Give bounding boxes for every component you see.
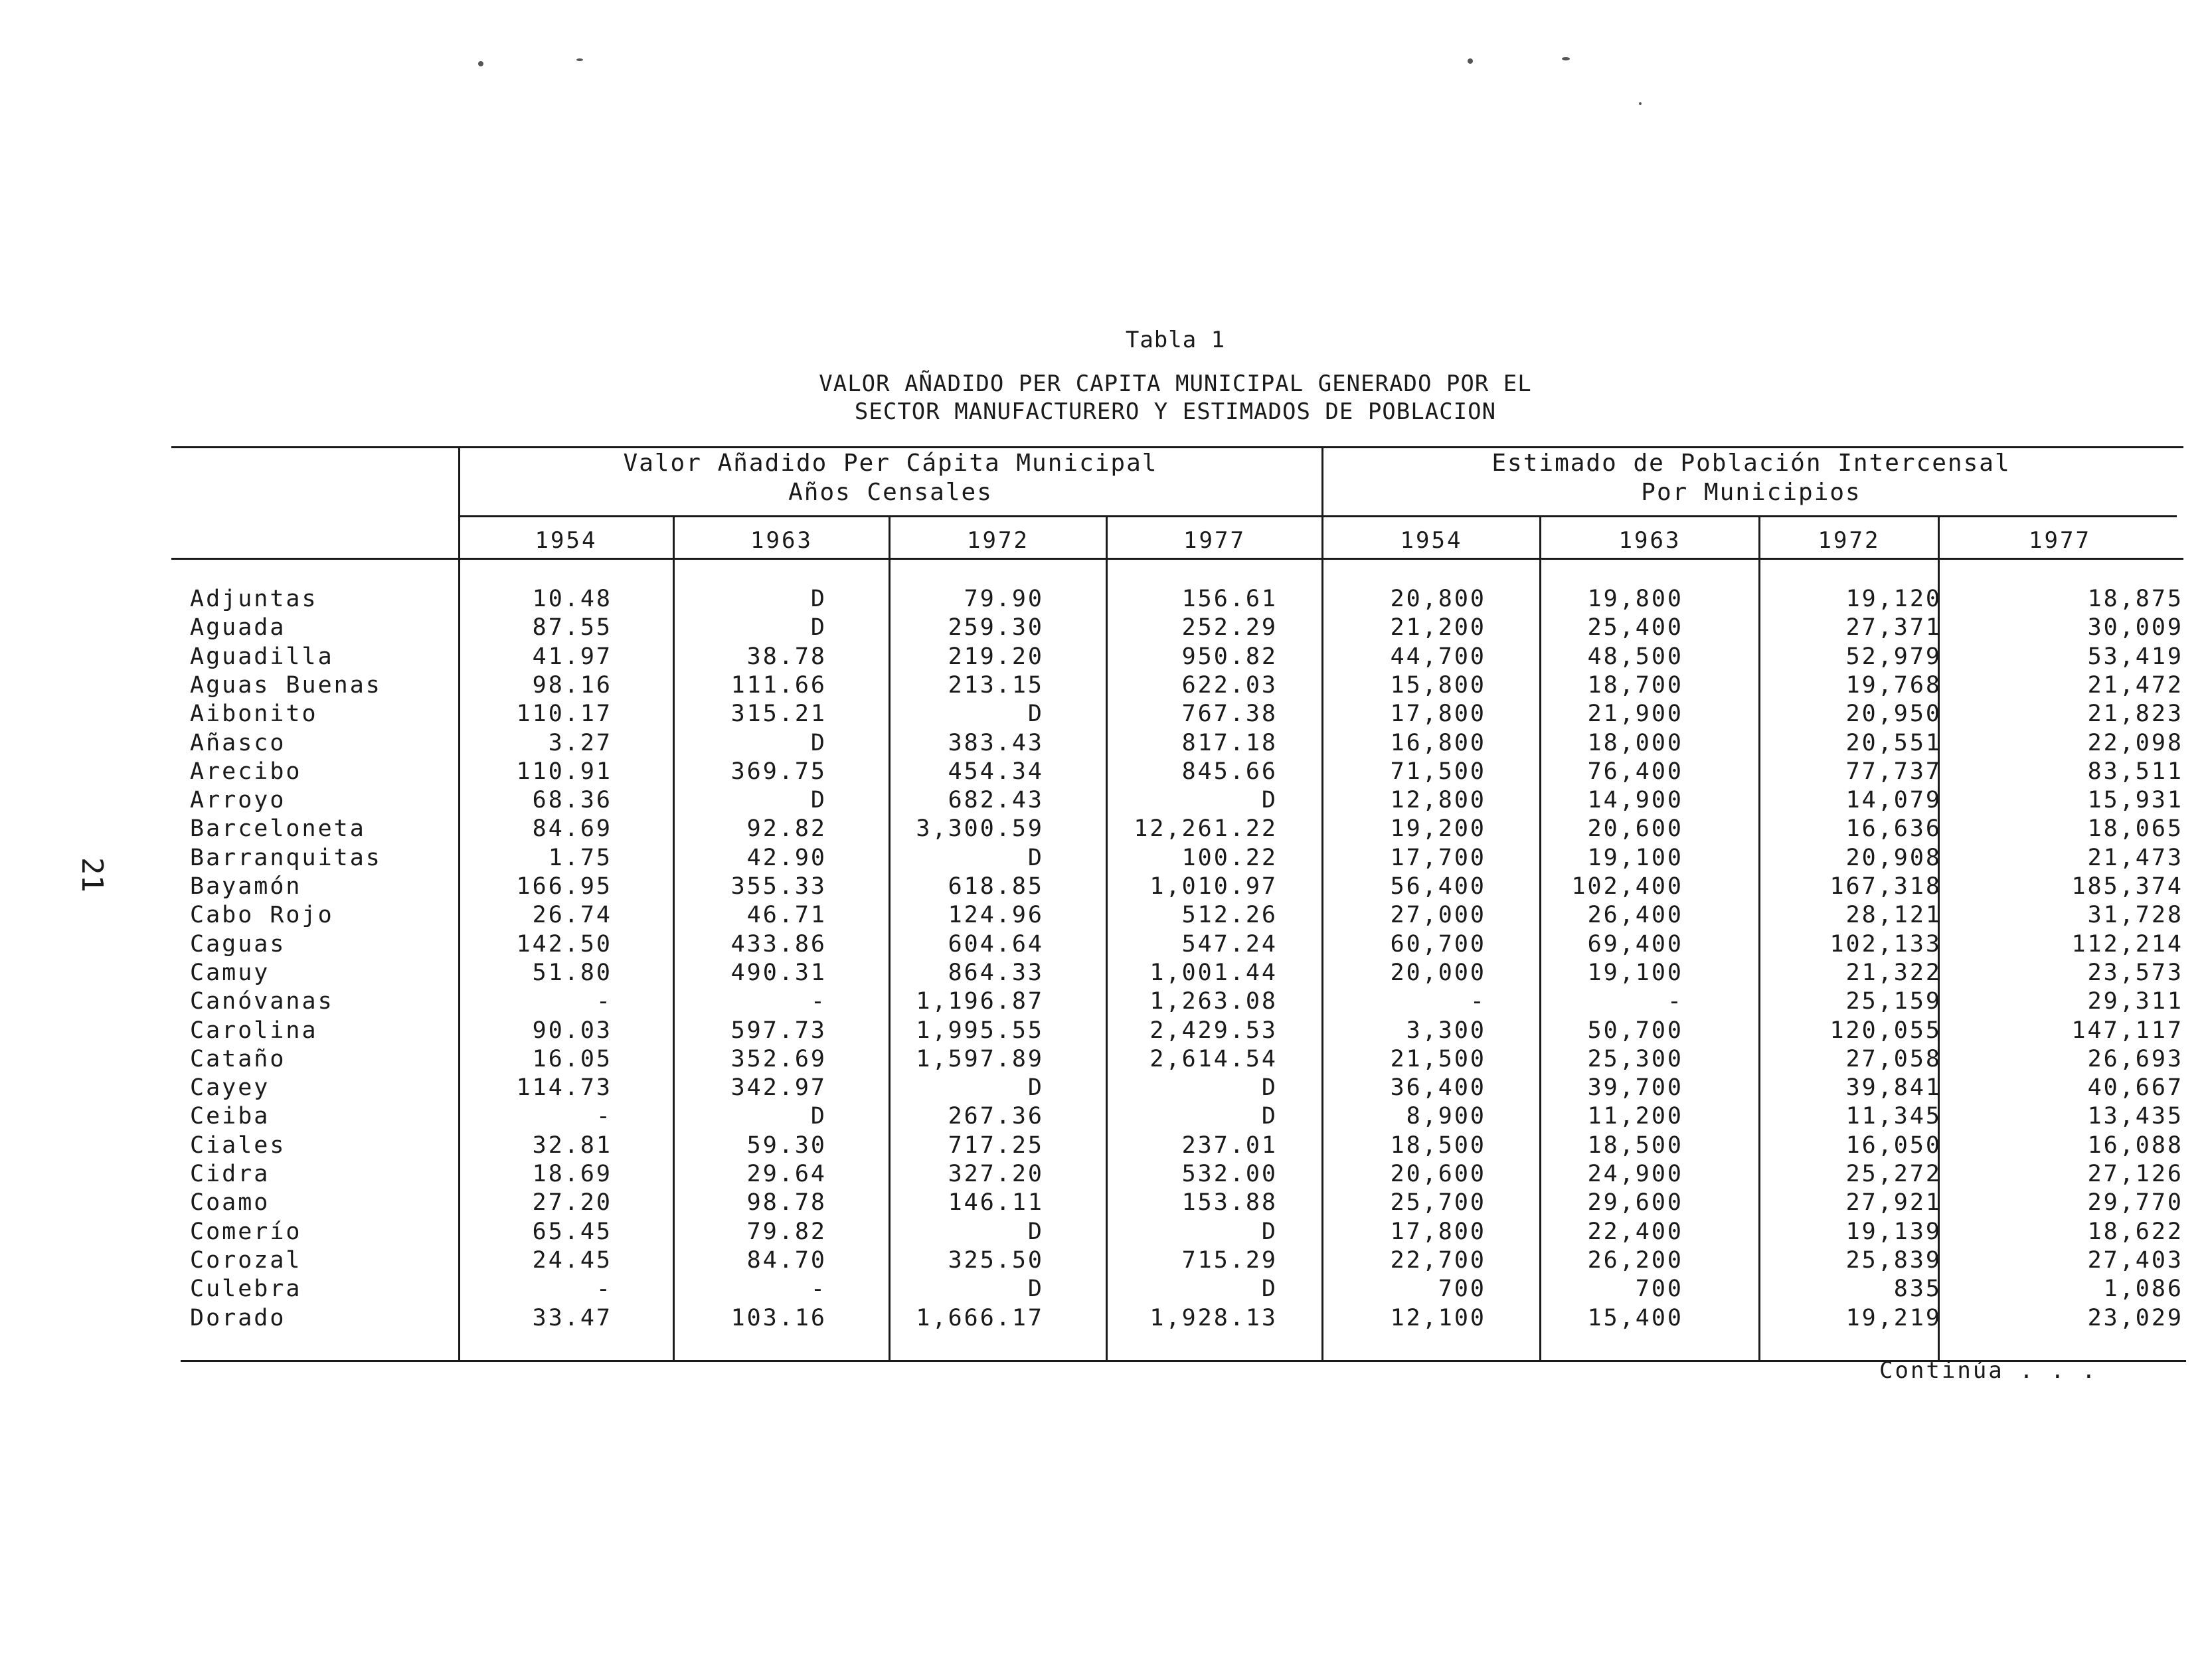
cell-va-1977: 532.00 [1181,1161,1278,1187]
municipality-name: Cidra [190,1161,270,1187]
cell-va-1972: 146.11 [948,1189,1044,1217]
cell-va-1972: 325.50 [948,1246,1044,1274]
table-row [0,1305,2208,1334]
cell-pop-1954: 17,800 [1390,1218,1486,1245]
cell-va-1972: 267.36 [948,1103,1044,1130]
municipality-name: Comerío [190,1218,302,1245]
cell-pop-1963: 26,400 [1587,902,1683,929]
cell-pop-1977: 21,473 [2087,844,2183,871]
municipality-name: Arroyo [190,787,286,814]
municipality-name: Aguada [190,614,286,641]
cell-pop-1963: 15,400 [1587,1304,1683,1331]
cell-va-1977: 12,261.22 [1134,815,1278,843]
cell-va-1954: 27.20 [532,1189,612,1217]
table-row [0,873,2208,902]
year-header-va-1963: 1963 [750,527,813,554]
cell-va-1977: 153.88 [1181,1189,1278,1217]
cell-va-1954: 26.74 [532,902,612,929]
cell-pop-1954: 15,800 [1390,671,1486,699]
cell-pop-1972: 20,908 [1845,844,1942,871]
cell-va-1963: D [810,614,827,641]
table-row [0,586,2208,615]
scan-speck [1562,57,1570,60]
cell-pop-1963: 39,700 [1587,1074,1683,1102]
cell-pop-1977: 147,117 [2071,1017,2183,1044]
table-row [0,1103,2208,1132]
cell-va-1977: D [1261,787,1278,814]
cell-va-1977: D [1261,1074,1278,1102]
cell-va-1963: 490.31 [730,959,827,986]
cell-va-1972: 124.96 [948,902,1044,929]
cell-pop-1954: 18,500 [1390,1132,1486,1159]
continued-note: Continúa . . . [1879,1357,2098,1384]
cell-pop-1963: 76,400 [1587,758,1683,785]
municipality-name: Culebra [190,1276,302,1303]
cell-va-1977: 1,001.44 [1149,959,1278,986]
cell-pop-1977: 27,126 [2087,1161,2183,1187]
cell-pop-1977: 21,472 [2087,671,2183,699]
cell-pop-1972: 16,636 [1845,815,1942,843]
cell-va-1954: 84.69 [532,815,612,843]
cell-pop-1977: 27,403 [2087,1246,2183,1274]
value-added-group-header [460,449,1321,507]
year-header-pop-1963: 1963 [1618,527,1681,554]
cell-va-1972: 259.30 [948,614,1044,641]
cell-pop-1963: 19,100 [1587,844,1683,871]
value-added-header-line-2: Años Censales [788,479,993,506]
cell-pop-1972: 19,219 [1845,1304,1942,1331]
cell-pop-1972: 21,322 [1845,959,1942,986]
cell-pop-1954: 36,400 [1390,1074,1486,1102]
group-header-rule [458,515,2177,517]
cell-va-1977: 1,263.08 [1149,988,1278,1015]
municipality-name: Cataño [190,1045,286,1072]
cell-va-1954: 32.81 [532,1132,612,1159]
cell-pop-1972: 11,345 [1845,1103,1942,1130]
cell-pop-1963: 24,900 [1587,1161,1683,1187]
cell-va-1963: D [810,1103,827,1130]
cell-pop-1954: - [1470,988,1486,1015]
cell-pop-1977: 29,311 [2087,988,2183,1015]
municipality-name: Añasco [190,729,286,756]
cell-pop-1963: 69,400 [1587,930,1683,958]
cell-pop-1963: 18,000 [1587,729,1683,756]
cell-pop-1963: 11,200 [1587,1103,1683,1130]
page-number: 21 [74,857,109,892]
cell-pop-1972: 39,841 [1845,1074,1942,1102]
cell-va-1972: 213.15 [948,671,1044,699]
cell-va-1963: - [810,988,827,1015]
cell-va-1963: D [810,787,827,814]
cell-va-1963: 38.78 [746,643,827,670]
cell-va-1963: 342.97 [730,1074,827,1102]
table-title-line-1: VALOR AÑADIDO PER CAPITA MUNICIPAL GENERADO POR EL [819,371,1532,397]
cell-va-1963: 29.64 [746,1161,827,1187]
municipality-name: Aibonito [190,701,318,728]
cell-pop-1977: 23,029 [2087,1304,2183,1331]
cell-va-1954: - [596,1103,612,1130]
cell-va-1954: 110.17 [516,701,612,728]
cell-pop-1972: 27,058 [1845,1045,1942,1072]
cell-pop-1963: 18,700 [1587,671,1683,699]
population-header-line-2: Por Municipios [1641,479,1861,506]
cell-pop-1977: 18,065 [2087,815,2183,843]
cell-va-1963: 103.16 [730,1304,827,1331]
cell-va-1977: 252.29 [1181,614,1278,641]
cell-pop-1977: 185,374 [2071,873,2183,900]
cell-va-1972: 3,300.59 [916,815,1044,843]
cell-pop-1963: 50,700 [1587,1017,1683,1044]
cell-pop-1977: 18,622 [2087,1218,2183,1245]
year-header-pop-1972: 1972 [1818,527,1881,554]
cell-pop-1972: 16,050 [1845,1132,1942,1159]
value-added-header-line-1: Valor Añadido Per Cápita Municipal [623,450,1158,477]
municipality-name: Coamo [190,1189,270,1217]
cell-pop-1963: 25,400 [1587,614,1683,641]
cell-pop-1954: 3,300 [1406,1017,1486,1044]
cell-va-1972: 1,995.55 [916,1017,1044,1044]
cell-va-1977: 1,010.97 [1149,873,1278,900]
cell-pop-1963: 26,200 [1587,1246,1683,1274]
cell-va-1963: 59.30 [746,1132,827,1159]
cell-pop-1963: 18,500 [1587,1132,1683,1159]
municipality-name: Carolina [190,1017,318,1044]
cell-pop-1963: 22,400 [1587,1218,1683,1245]
cell-va-1977: 512.26 [1181,902,1278,929]
cell-pop-1972: 27,371 [1845,614,1942,641]
cell-pop-1972: 19,768 [1845,671,1942,699]
cell-va-1954: 87.55 [532,614,612,641]
cell-va-1954: 65.45 [532,1218,612,1245]
cell-pop-1972: 25,272 [1845,1161,1942,1187]
cell-va-1954: 1.75 [548,844,612,871]
cell-pop-1977: 18,875 [2087,586,2183,612]
cell-va-1972: 717.25 [948,1132,1044,1159]
table-row [0,1276,2208,1305]
municipality-name: Corozal [190,1246,302,1274]
population-header-line-1: Estimado de Población Intercensal [1491,450,2011,477]
cell-va-1972: 219.20 [948,643,1044,670]
cell-pop-1972: 25,159 [1845,988,1942,1015]
cell-pop-1972: 14,079 [1845,787,1942,814]
municipality-name: Caguas [190,930,286,958]
population-group-header [1323,449,2179,507]
cell-va-1963: 46.71 [746,902,827,929]
table-row [0,787,2208,816]
cell-pop-1972: 28,121 [1845,902,1942,929]
cell-pop-1977: 53,419 [2087,643,2183,670]
cell-va-1972: 1,597.89 [916,1045,1044,1072]
cell-va-1972: D [1027,1074,1044,1102]
cell-va-1977: D [1261,1218,1278,1245]
cell-va-1977: D [1261,1103,1278,1130]
municipality-name: Ciales [190,1132,286,1159]
cell-va-1977: 2,429.53 [1149,1017,1278,1044]
municipality-name: Aguadilla [190,643,334,670]
cell-va-1972: 618.85 [948,873,1044,900]
cell-va-1954: 24.45 [532,1246,612,1274]
cell-pop-1963: 700 [1635,1276,1683,1303]
table-row [0,960,2208,989]
cell-pop-1972: 19,120 [1845,586,1942,612]
cell-va-1954: - [596,1276,612,1303]
cell-pop-1954: 20,600 [1390,1161,1486,1187]
table-row [0,1247,2208,1276]
municipality-name: Cayey [190,1074,270,1102]
cell-pop-1954: 56,400 [1390,873,1486,900]
cell-va-1954: 3.27 [548,729,612,756]
cell-va-1972: D [1027,1218,1044,1245]
cell-pop-1963: 19,100 [1587,959,1683,986]
municipality-name: Bayamón [190,873,302,900]
cell-va-1977: 100.22 [1181,844,1278,871]
table-row [0,1074,2208,1104]
cell-pop-1977: 83,511 [2087,758,2183,785]
municipality-name: Adjuntas [190,586,318,612]
cell-va-1972: 864.33 [948,959,1044,986]
cell-va-1972: 383.43 [948,729,1044,756]
year-header-pop-1977: 1977 [2029,527,2091,554]
cell-va-1963: 315.21 [730,701,827,728]
cell-va-1954: - [596,988,612,1015]
cell-va-1977: 547.24 [1181,930,1278,958]
cell-va-1963: 42.90 [746,844,827,871]
cell-pop-1972: 20,950 [1845,701,1942,728]
cell-pop-1972: 25,839 [1845,1246,1942,1274]
cell-pop-1963: - [1667,988,1683,1015]
cell-pop-1954: 44,700 [1390,643,1486,670]
cell-va-1954: 18.69 [532,1161,612,1187]
cell-va-1963: 84.70 [746,1246,827,1274]
cell-pop-1963: 21,900 [1587,701,1683,728]
cell-pop-1977: 29,770 [2087,1189,2183,1217]
table-row [0,758,2208,788]
municipality-name: Ceiba [190,1103,270,1130]
scan-speck [1639,102,1642,105]
cell-va-1977: 237.01 [1181,1132,1278,1159]
cell-pop-1972: 77,737 [1845,758,1942,785]
cell-pop-1977: 30,009 [2087,614,2183,641]
cell-va-1954: 33.47 [532,1304,612,1331]
cell-va-1963: 597.73 [730,1017,827,1044]
cell-pop-1972: 102,133 [1829,930,1942,958]
cell-pop-1954: 12,800 [1390,787,1486,814]
table-row [0,643,2208,673]
cell-va-1954: 51.80 [532,959,612,986]
cell-va-1954: 68.36 [532,787,612,814]
year-header-va-1972: 1972 [967,527,1029,554]
cell-va-1954: 114.73 [516,1074,612,1102]
cell-va-1963: 369.75 [730,758,827,785]
cell-pop-1954: 21,500 [1390,1045,1486,1072]
cell-pop-1972: 835 [1893,1276,1942,1303]
cell-pop-1972: 20,551 [1845,729,1942,756]
cell-va-1977: 817.18 [1181,729,1278,756]
cell-pop-1963: 102,400 [1571,873,1683,900]
cell-pop-1963: 25,300 [1587,1045,1683,1072]
cell-va-1963: 352.69 [730,1045,827,1072]
table-row [0,1132,2208,1161]
table-row [0,931,2208,960]
cell-pop-1954: 60,700 [1390,930,1486,958]
cell-va-1954: 110.91 [516,758,612,785]
table-row [0,614,2208,643]
scan-speck [1468,58,1473,64]
cell-va-1954: 90.03 [532,1017,612,1044]
cell-pop-1977: 23,573 [2087,959,2183,986]
cell-va-1954: 41.97 [532,643,612,670]
cell-pop-1954: 20,000 [1390,959,1486,986]
cell-va-1954: 142.50 [516,930,612,958]
cell-pop-1972: 167,318 [1829,873,1942,900]
cell-pop-1954: 25,700 [1390,1189,1486,1217]
cell-va-1977: 156.61 [1181,586,1278,612]
table-row [0,988,2208,1017]
cell-va-1977: 767.38 [1181,701,1278,728]
cell-pop-1972: 27,921 [1845,1189,1942,1217]
cell-pop-1963: 20,600 [1587,815,1683,843]
cell-pop-1963: 14,900 [1587,787,1683,814]
cell-pop-1954: 17,800 [1390,701,1486,728]
cell-pop-1972: 19,139 [1845,1218,1942,1245]
cell-pop-1963: 29,600 [1587,1189,1683,1217]
table-top-rule [171,446,2183,448]
cell-pop-1977: 112,214 [2071,930,2183,958]
cell-pop-1963: 19,800 [1587,586,1683,612]
cell-pop-1972: 52,979 [1845,643,1942,670]
table-row [0,1218,2208,1248]
cell-va-1972: 682.43 [948,787,1044,814]
cell-pop-1977: 26,693 [2087,1045,2183,1072]
cell-pop-1977: 31,728 [2087,902,2183,929]
cell-pop-1977: 13,435 [2087,1103,2183,1130]
cell-va-1972: 1,196.87 [916,988,1044,1015]
table-row [0,902,2208,931]
cell-va-1963: 355.33 [730,873,827,900]
cell-pop-1977: 15,931 [2087,787,2183,814]
cell-va-1963: 79.82 [746,1218,827,1245]
cell-pop-1954: 16,800 [1390,729,1486,756]
cell-va-1972: D [1027,1276,1044,1303]
table-row [0,701,2208,730]
cell-pop-1963: 48,500 [1587,643,1683,670]
year-header-va-1954: 1954 [535,527,598,554]
cell-pop-1954: 12,100 [1390,1304,1486,1331]
cell-pop-1954: 8,900 [1406,1103,1486,1130]
municipality-name: Dorado [190,1304,286,1331]
cell-va-1972: 604.64 [948,930,1044,958]
municipality-name: Arecibo [190,758,302,785]
cell-va-1963: D [810,586,827,612]
cell-pop-1954: 22,700 [1390,1246,1486,1274]
table-row [0,845,2208,874]
table-label: Tabla 1 [1125,327,1226,353]
cell-va-1963: - [810,1276,827,1303]
municipality-name: Aguas Buenas [190,671,382,699]
table-row [0,815,2208,845]
cell-va-1977: 2,614.54 [1149,1045,1278,1072]
scan-speck [478,61,483,66]
cell-pop-1977: 16,088 [2087,1132,2183,1159]
cell-va-1954: 166.95 [516,873,612,900]
cell-va-1954: 98.16 [532,671,612,699]
cell-pop-1954: 20,800 [1390,586,1486,612]
cell-va-1977: 1,928.13 [1149,1304,1278,1331]
cell-va-1977: D [1261,1276,1278,1303]
cell-pop-1954: 19,200 [1390,815,1486,843]
table-row [0,730,2208,759]
cell-pop-1972: 120,055 [1829,1017,1942,1044]
cell-va-1963: 98.78 [746,1189,827,1217]
cell-va-1963: 92.82 [746,815,827,843]
cell-va-1972: 79.90 [964,586,1044,612]
year-header-pop-1954: 1954 [1400,527,1463,554]
cell-va-1954: 16.05 [532,1045,612,1072]
cell-va-1977: 622.03 [1181,671,1278,699]
table-row [0,1046,2208,1075]
cell-va-1954: 10.48 [532,586,612,612]
year-header-rule [171,558,2183,560]
year-header-va-1977: 1977 [1183,527,1246,554]
cell-va-1963: D [810,729,827,756]
cell-pop-1977: 40,667 [2087,1074,2183,1102]
cell-va-1972: 1,666.17 [916,1304,1044,1331]
cell-pop-1977: 21,823 [2087,701,2183,728]
cell-va-1977: 715.29 [1181,1246,1278,1274]
municipality-name: Cabo Rojo [190,902,334,929]
table-row [0,1017,2208,1047]
cell-va-1963: 433.86 [730,930,827,958]
table-row [0,1161,2208,1190]
table-row [0,1189,2208,1218]
scan-speck [576,58,583,61]
municipality-name: Barceloneta [190,815,366,843]
cell-va-1972: D [1027,701,1044,728]
cell-va-1977: 845.66 [1181,758,1278,785]
cell-pop-1954: 27,000 [1390,902,1486,929]
cell-pop-1954: 700 [1438,1276,1486,1303]
table-title-line-2: SECTOR MANUFACTURERO Y ESTIMADOS DE POBLACION [854,398,1497,425]
cell-va-1972: 454.34 [948,758,1044,785]
municipality-name: Canóvanas [190,988,334,1015]
municipality-name: Camuy [190,959,270,986]
cell-va-1963: 111.66 [730,671,827,699]
cell-va-1977: 950.82 [1181,643,1278,670]
cell-va-1972: 327.20 [948,1161,1044,1187]
municipality-name: Barranquitas [190,844,382,871]
cell-pop-1977: 22,098 [2087,729,2183,756]
cell-va-1972: D [1027,844,1044,871]
cell-pop-1954: 17,700 [1390,844,1486,871]
cell-pop-1954: 21,200 [1390,614,1486,641]
cell-pop-1954: 71,500 [1390,758,1486,785]
cell-pop-1977: 1,086 [2103,1276,2183,1303]
table-row [0,672,2208,701]
